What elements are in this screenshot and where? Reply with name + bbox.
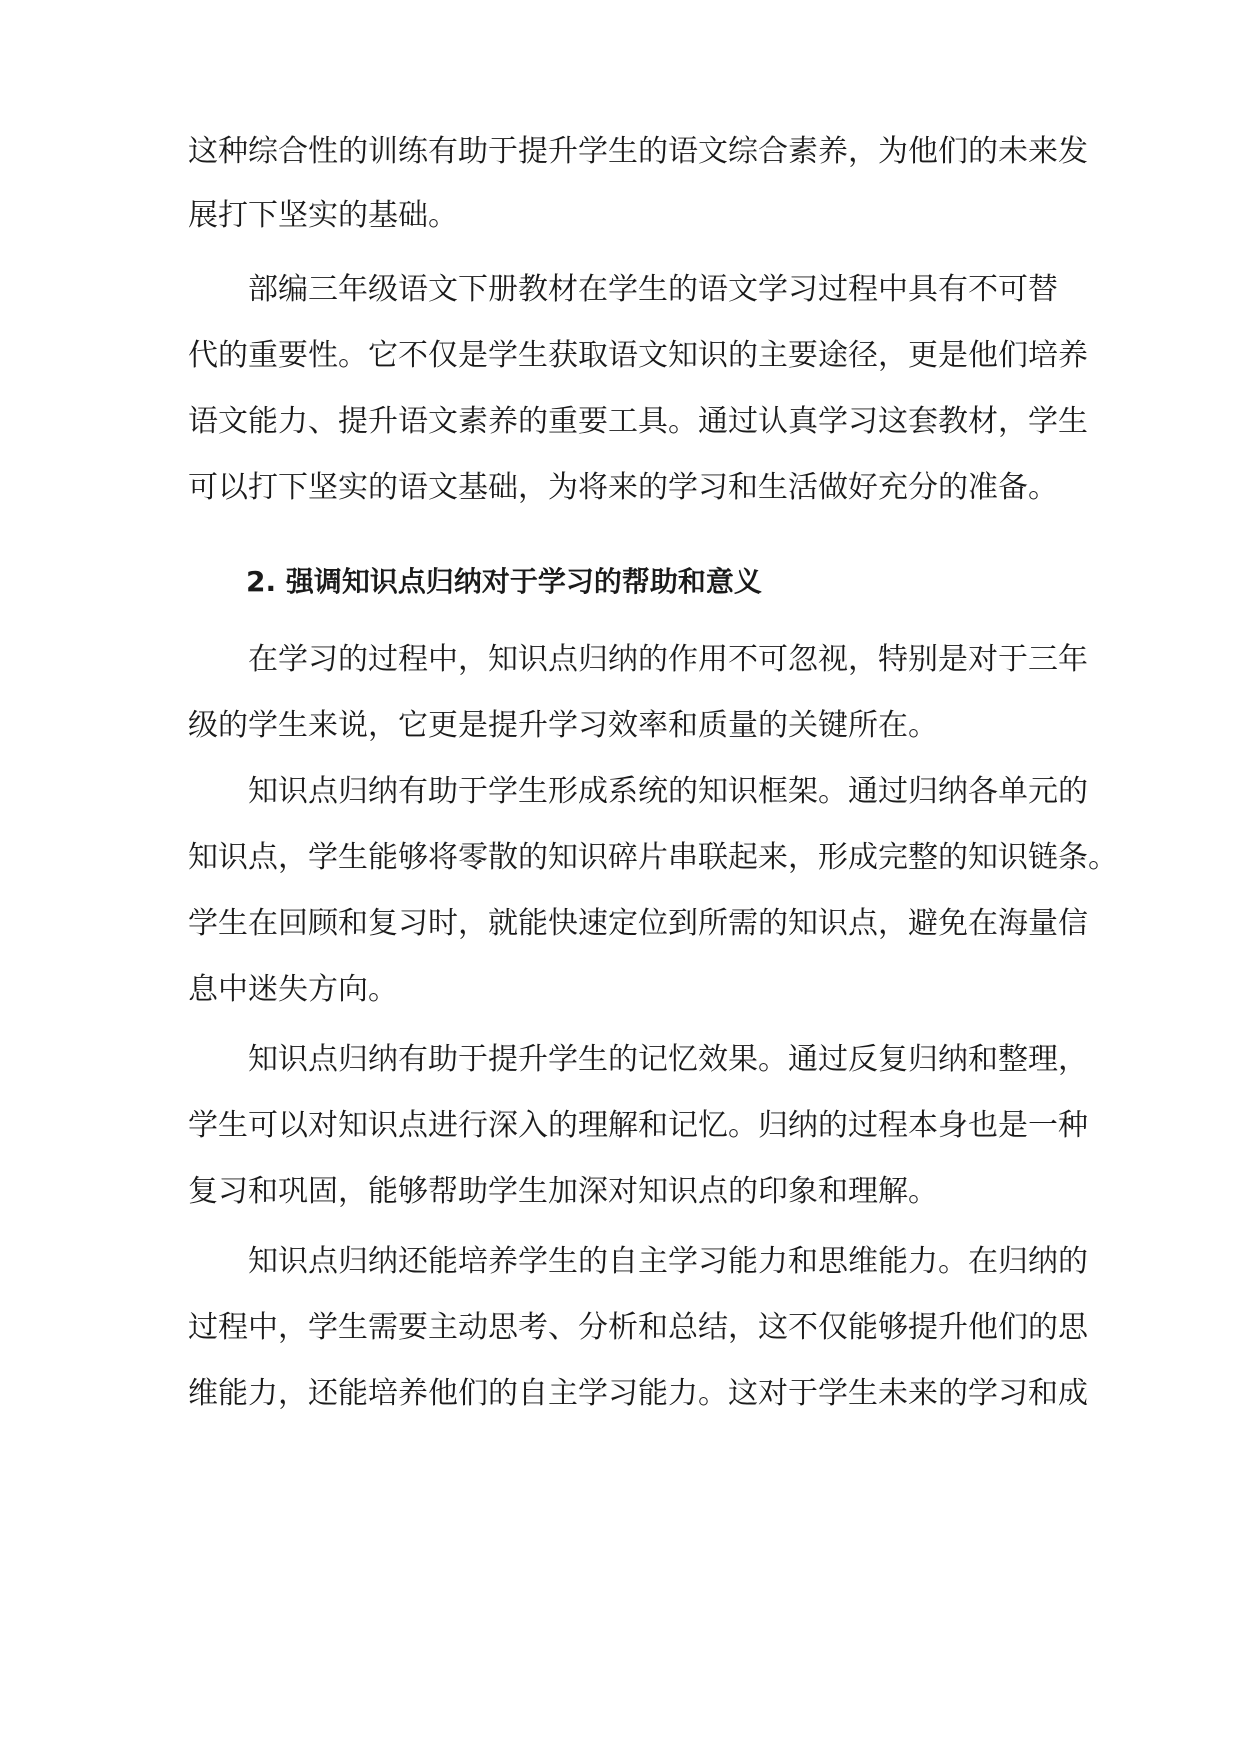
paragraph-3-line-1: 在学习的过程中，知识点归纳的作用不可忽视，特别是对于三年: [248, 642, 1088, 677]
paragraph-4-line-4: 息中迷失方向。: [188, 972, 398, 1007]
paragraph-4-line-2: 知识点，学生能够将零散的知识碎片串联起来，形成完整的知识链条。: [188, 840, 1118, 875]
paragraph-3-line-2: 级的学生来说，它更是提升学习效率和质量的关键所在。: [188, 708, 938, 743]
section-heading: 2. 强调知识点归纳对于学习的帮助和意义: [246, 565, 762, 598]
paragraph-6-line-3: 维能力，还能培养他们的自主学习能力。这对于学生未来的学习和成: [188, 1376, 1088, 1411]
paragraph-2-line-2: 代的重要性。它不仅是学生获取语文知识的主要途径，更是他们培养: [188, 338, 1088, 373]
paragraph-6-line-1: 知识点归纳还能培养学生的自主学习能力和思维能力。在归纳的: [248, 1244, 1088, 1279]
paragraph-1-line-1: 这种综合性的训练有助于提升学生的语文综合素养，为他们的未来发: [188, 134, 1088, 169]
paragraph-1-line-2: 展打下坚实的基础。: [188, 198, 458, 233]
paragraph-5-line-1: 知识点归纳有助于提升学生的记忆效果。通过反复归纳和整理，: [248, 1042, 1088, 1077]
paragraph-5-line-2: 学生可以对知识点进行深入的理解和记忆。归纳的过程本身也是一种: [188, 1108, 1088, 1143]
paragraph-2-line-4: 可以打下坚实的语文基础，为将来的学习和生活做好充分的准备。: [188, 470, 1058, 505]
paragraph-2-line-1: 部编三年级语文下册教材在学生的语文学习过程中具有不可替: [248, 272, 1058, 307]
paragraph-4-line-3: 学生在回顾和复习时，就能快速定位到所需的知识点，避免在海量信: [188, 906, 1088, 941]
paragraph-2-line-3: 语文能力、提升语文素养的重要工具。通过认真学习这套教材，学生: [188, 404, 1088, 439]
paragraph-4-line-1: 知识点归纳有助于学生形成系统的知识框架。通过归纳各单元的: [248, 774, 1088, 809]
paragraph-6-line-2: 过程中，学生需要主动思考、分析和总结，这不仅能够提升他们的思: [188, 1310, 1088, 1345]
paragraph-5-line-3: 复习和巩固，能够帮助学生加深对知识点的印象和理解。: [188, 1174, 938, 1209]
